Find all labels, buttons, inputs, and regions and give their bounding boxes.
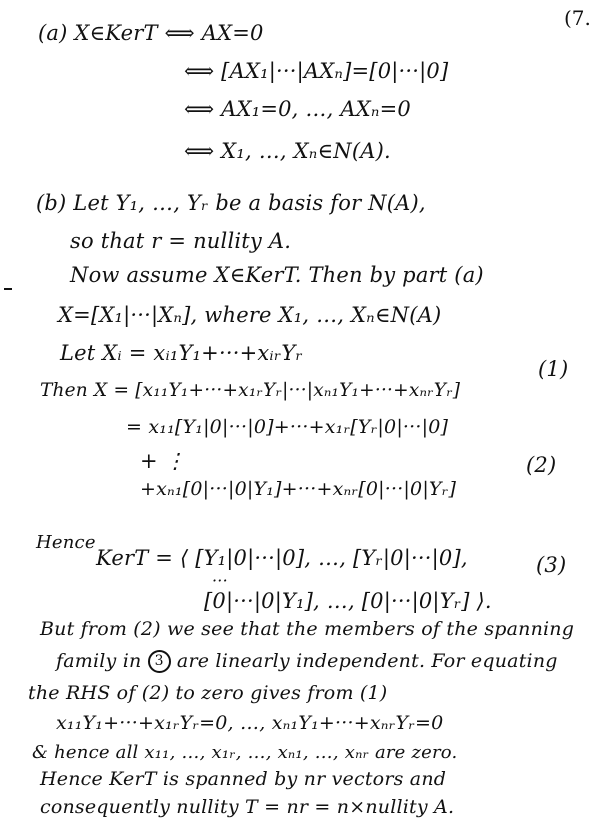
part-a-line-1: (a) X∈KerT ⟺ AX=0	[38, 21, 264, 45]
part-b-line-7: = x₁₁[Y₁|0|···|0]+···+x₁ᵣ[Yᵣ|0|···|0]	[126, 416, 449, 438]
part-b-line-2: so that r = nullity A.	[70, 229, 292, 253]
equation-tag-2: (2)	[526, 453, 557, 477]
margin-mark	[4, 288, 12, 290]
conclusion-line-6: Hence KerT is spanned by nr vectors and	[40, 768, 447, 790]
part-b-line-8: + ⋮	[140, 449, 186, 473]
part-b-line-3: Now assume X∈KerT. Then by part (a)	[70, 263, 484, 287]
part-b-line-1: (b) Let Y₁, …, Yᵣ be a basis for N(A),	[36, 191, 426, 215]
conclusion-line-2-end: are linearly independent. For equating	[176, 650, 558, 672]
conclusion-line-7: consequently nullity T = nr = n×nullity A.	[40, 796, 455, 818]
kerT-span-dots: ···	[212, 571, 228, 590]
part-b-line-9: +xₙ₁[0|···|0|Y₁]+···+xₙᵣ[0|···|0|Yᵣ]	[140, 478, 457, 500]
kerT-span-line-2: [0|···|0|Y₁], …, [0|···|0|Yᵣ] ⟩.	[204, 589, 492, 613]
part-a-line-3: ⟺ AX₁=0, …, AXₙ=0	[184, 97, 411, 121]
hence-label: Hence	[36, 532, 96, 553]
part-b-line-5: Let Xᵢ = xᵢ₁Y₁+···+xᵢᵣYᵣ	[60, 341, 303, 365]
part-b-line-6: Then X = [x₁₁Y₁+···+x₁ᵣYᵣ|···|xₙ₁Y₁+···+xₙᵣYᵣ]	[40, 380, 461, 401]
equation-tag-3: (3)	[536, 553, 567, 577]
conclusion-line-2-start: family in	[56, 650, 142, 672]
conclusion-line-5: & hence all x₁₁, …, x₁ᵣ, …, xₙ₁, …, xₙᵣ are zero.	[32, 742, 458, 763]
part-b-line-4: X=[X₁|···|Xₙ], where X₁, …, Xₙ∈N(A)	[58, 303, 442, 327]
conclusion-line-2	[56, 648, 558, 674]
kerT-span-line-1: KerT = ⟨ [Y₁|0|···|0], …, [Yᵣ|0|···|0],	[96, 546, 468, 570]
conclusion-line-3: the RHS of (2) to zero gives from (1)	[28, 682, 388, 704]
conclusion-line-1: But from (2) we see that the members of the spanning	[40, 618, 575, 640]
part-a-line-2: ⟺ [AX₁|···|AXₙ]=[0|···|0]	[184, 59, 449, 83]
page-number: (7.	[564, 6, 591, 30]
circled-reference: 3	[148, 650, 171, 673]
equation-tag-1: (1)	[538, 357, 569, 381]
conclusion-line-4: x₁₁Y₁+···+x₁ᵣYᵣ=0, …, xₙ₁Y₁+···+xₙᵣYᵣ=0	[56, 712, 444, 734]
part-a-line-4: ⟺ X₁, …, Xₙ∈N(A).	[184, 139, 391, 163]
